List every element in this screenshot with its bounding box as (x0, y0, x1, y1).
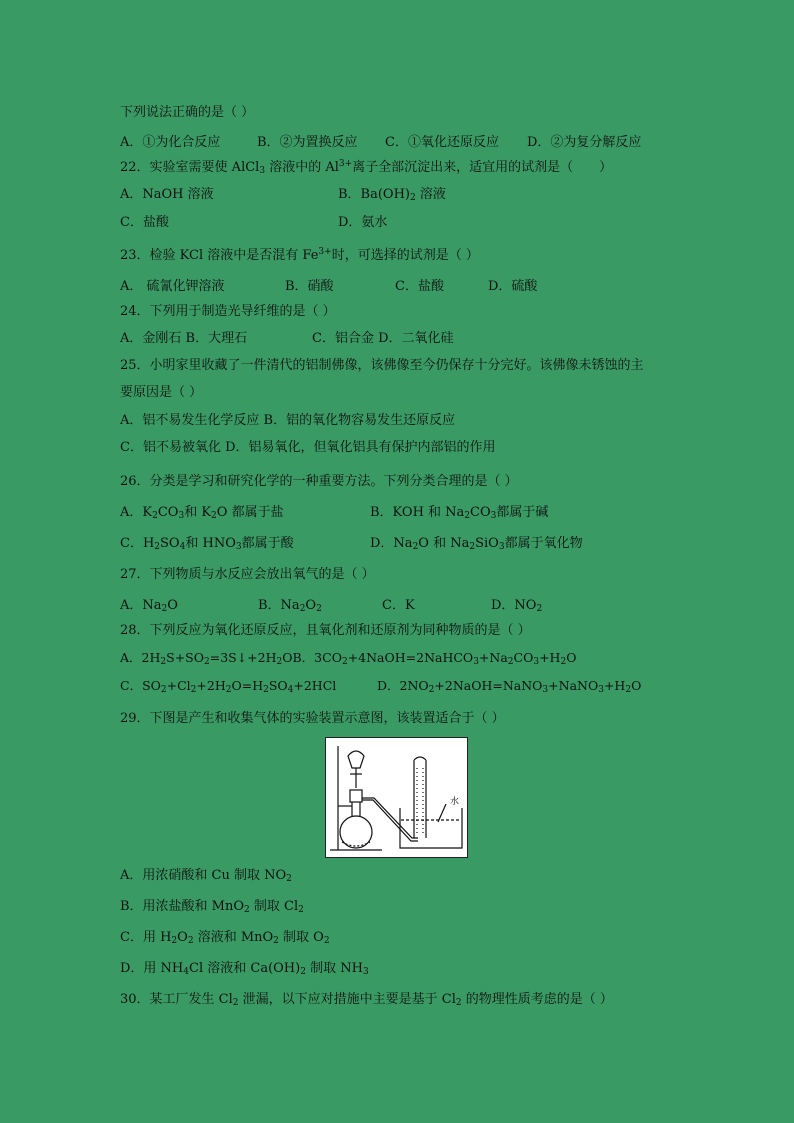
q27-option-a: A．$Na_2O$ (120, 598, 178, 614)
q26-option-a: A．$K_2CO_3$和 $K_2O$ 都属于盐 (120, 505, 284, 521)
water-label: 水 (450, 797, 460, 807)
apparatus-drawing (326, 738, 467, 857)
q27-option-b: B．$Na_2O_2$ (258, 598, 322, 614)
question-25-line1: 25．小明家里收藏了一件清代的铝制佛像，该佛像至今仍保存十分完好。该佛像未锈蚀的主 (120, 358, 644, 373)
question-24: 24．下列用于制造光导纤维的是（ ） (120, 304, 336, 319)
q27-option-c: C．K (382, 598, 415, 613)
q28-option-d: D．$2NO_2+2NaOH=NaNO_3+NaNO_3+H_2O$ (377, 678, 642, 695)
q24-options-cd: C．铝合金 D．二氧化硅 (312, 331, 454, 346)
question-25-line2: 要原因是（ ） (120, 385, 203, 400)
question-26: 26．分类是学习和研究化学的一种重要方法。下列分类合理的是（ ） (120, 474, 518, 489)
q24-options-ab: A．金刚石 B．大理石 (120, 331, 248, 346)
q26-option-c: C．$H_2SO_4$和 $HNO_3$都属于酸 (120, 536, 294, 552)
q29-option-b: B．用浓盐酸和 MnO$_2$ 制取 $Cl_2$ (120, 899, 304, 915)
question-22: 22．实验室需要使 AlCl$_3$ 溶液中的 $Al^{3+}$离子全部沉淀出来，适宜用的试剂是（ ） (120, 159, 613, 176)
q26-option-b: B．KOH 和 $Na_2CO_3$都属于碱 (370, 505, 549, 521)
question-28: 28．下列反应为氧化还原反应，且氧化剂和还原剂为同种物质的是（ ） (120, 623, 531, 638)
q27-option-d: D．$NO_2$ (491, 598, 543, 614)
q25-options-ab: A．铝不易发生化学反应 B．铝的氧化物容易发生还原反应 (120, 413, 456, 428)
question-23: 23．检验 KCl 溶液中是否混有 $Fe^{3+}$时，可选择的试剂是（ ） (120, 247, 479, 263)
q22-option-a: A．NaOH 溶液 (120, 187, 214, 202)
q29-option-c: C．用 $H_2O_2$ 溶液和 MnO$_2$ 制取 $O_2$ (120, 930, 330, 946)
q29-option-a: A．用浓硝酸和 Cu 制取 $NO_2$ (120, 868, 292, 884)
q23-option-d: D．硫酸 (488, 279, 538, 294)
question-30: 30．某工厂发生 $Cl_2$ 泄漏，以下应对措施中主要是基于 $Cl_2$ 的物理性质考虑的是（ ） (120, 992, 613, 1008)
q28-option-c: C．$SO_2+Cl_2+2H_2O=H_2SO_4+2HCl$ (120, 678, 337, 695)
q22-option-d: D．氨水 (338, 215, 388, 230)
q23-option-a: A． 硫氰化钾溶液 (120, 279, 225, 294)
prev-option-c: C．①氧化还原反应 (385, 135, 499, 150)
line-intro: 下列说法正确的是（ ） (120, 105, 255, 120)
q23-option-b: B．硝酸 (285, 279, 334, 294)
q29-option-d: D．用 $NH_4Cl$ 溶液和 $Ca(OH)_2$ 制取 $NH_3$ (120, 961, 369, 977)
q26-option-d: D．$Na_2O$ 和 $Na_2SiO_3$都属于氧化物 (370, 536, 583, 552)
question-27: 27．下列物质与水反应会放出氧气的是（ ） (120, 567, 375, 582)
q22-option-c: C．盐酸 (120, 215, 169, 230)
prev-option-a: A．①为化合反应 (120, 135, 221, 150)
prev-option-b: B．②为置换反应 (257, 135, 358, 150)
prev-option-d: D．②为复分解反应 (527, 135, 642, 150)
gas-apparatus-figure (325, 737, 468, 858)
q23-option-c: C．盐酸 (395, 279, 444, 294)
question-29: 29．下图是产生和收集气体的实验装置示意图，该装置适合于（ ） (120, 711, 505, 726)
q22-option-b: B．$Ba(OH)_2$ 溶液 (338, 187, 446, 203)
q28-options-ab: A．$2H_2S+SO_2=3S↓+2H_2OB$．$3CO_2+4NaOH=2NaHCO_3+Na_2CO_3+H_2O$ (120, 650, 577, 667)
q25-options-cd: C．铝不易被氧化 D．铝易氧化，但氧化铝具有保护内部铝的作用 (120, 440, 496, 455)
